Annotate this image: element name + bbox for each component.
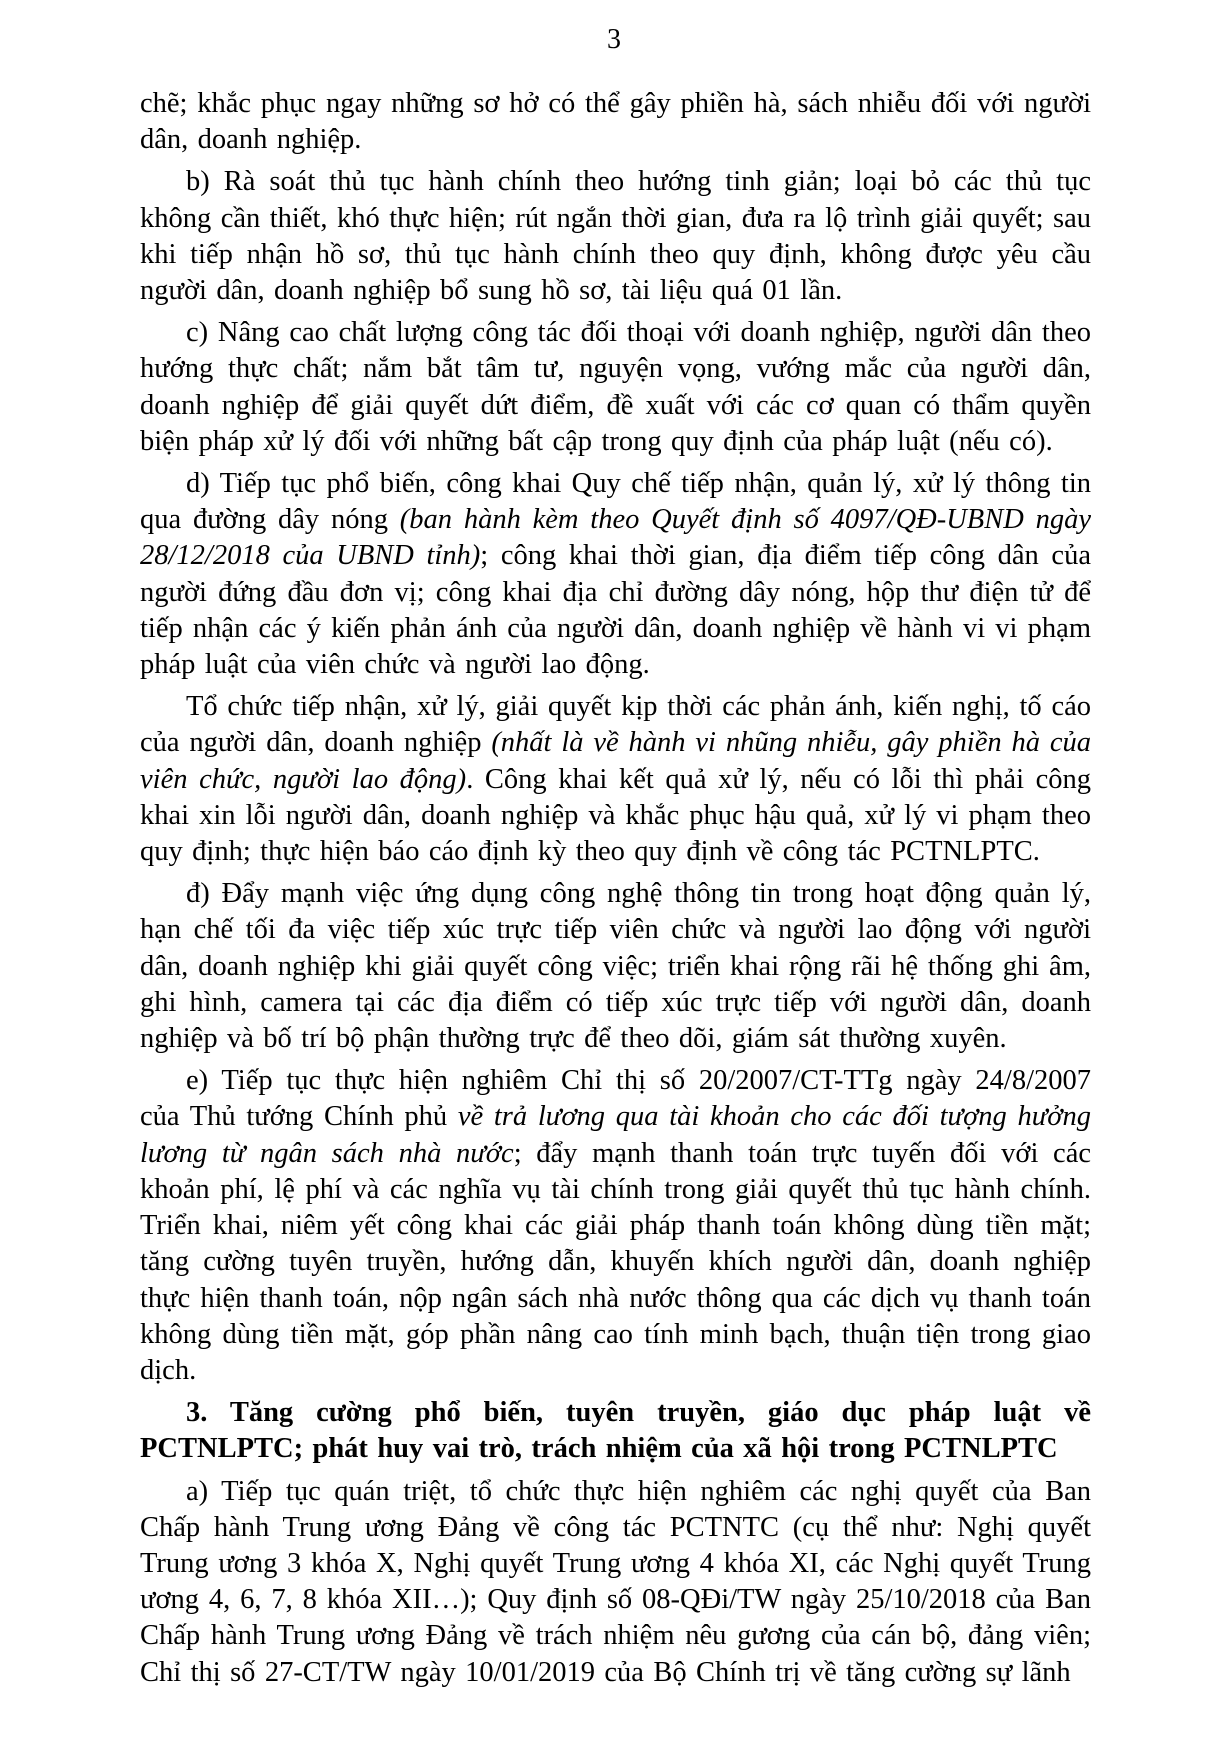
paragraph-text: c) Nâng cao chất lượng công tác đối thoại với doanh nghiệp, người dân theo hướng thực chất; nắm bắt tâm tư, nguyện vọng, vướng mắc của người dân, doanh nghiệp để giải quyết dứt điểm, đề xuất với các cơ quan có thẩm quyền biện pháp xử lý đối với những bất cập trong quy định của pháp luật (nếu có).: [140, 317, 1091, 457]
paragraph-text: đ) Đẩy mạnh việc ứng dụng công nghệ thông tin trong hoạt động quản lý, hạn chế tối đa việc tiếp xúc trực tiếp viên chức và người lao động với người dân, doanh nghiệp khi giải quyết công việc; triển khai rộng rãi hệ thống ghi âm, ghi hình, camera tại các địa điểm có tiếp xúc trực tiếp với người dân, doanh nghiệp và bố trí bộ phận thường trực để theo dõi, giám sát thường xuyên.: [140, 878, 1091, 1055]
section-heading-text: 3. Tăng cường phổ biến, tuyên truyền, giáo dục pháp luật về PCTNLPTC; phát huy vai trò, trách nhiệm của xã hội trong PCTNLPTC: [140, 1397, 1091, 1465]
paragraph-d: [140, 466, 1091, 683]
paragraph-dd: [140, 876, 1091, 1057]
paragraph-e: [140, 1063, 1091, 1389]
paragraph-text: d) Tiếp tục phổ biến, công khai Quy chế tiếp nhận, quản lý, xử lý thông tin qua đường dây nóng: [140, 468, 1091, 536]
paragraph-text: b) Rà soát thủ tục hành chính theo hướng tinh giản; loại bỏ các thủ tục không cần thiết, khó thực hiện; rút ngắn thời gian, đưa ra lộ trình giải quyết; sau khi tiếp nhận hồ sơ, thủ tục hành chính theo quy định, không được yêu cầu người dân, doanh nghiệp bổ sung hồ sơ, tài liệu quá 01 lần.: [140, 166, 1091, 307]
document-body: [140, 86, 1091, 1697]
paragraph-text: a) Tiếp tục quán triệt, tổ chức thực hiện nghiêm các nghị quyết của Ban Chấp hành Trung ương Đảng về công tác PCTNTC (cụ thể như: Nghị quyết Trung ương 3 khóa X, Nghị quyết Trung ương 4 khóa XI, các Nghị quyết Trung ương 4, 6, 7, 8 khóa XII…); Quy định số 08-QĐi/TW ngày 25/10/2018 của Ban Chấp hành Trung ương Đảng về trách nhiệm nêu gương của cán bộ, đảng viên; Chỉ thị số 27-CT/TW ngày 10/01/2019 của Bộ Chính trị về tăng cường sự lãnh: [140, 1475, 1091, 1688]
citation-italic: về trả lương qua tài khoản cho các đối tượng hưởng lương từ ngân sách nhà nước: [140, 1101, 1091, 1169]
citation-italic: (nhất là về hành vi nhũng nhiễu, gây phiền hà của viên chức, người lao động): [140, 727, 1091, 795]
paragraph-c: [140, 315, 1091, 460]
paragraph-text: Tổ chức tiếp nhận, xử lý, giải quyết kịp thời các phản ánh, kiến nghị, tố cáo của người dân, doanh nghiệp: [140, 691, 1091, 759]
paragraph-to-chuc-tiep-nhan: [140, 689, 1091, 870]
page-number: 3: [607, 24, 621, 55]
citation-italic: (ban hành kèm theo Quyết định số 4097/QĐ-UBND ngày 28/12/2018 của UBND tỉnh): [140, 504, 1092, 572]
paragraph-text: . Công khai kết quả xử lý, nếu có lỗi thì phải công khai xin lỗi người dân, doanh nghiệp và khắc phục hậu quả, xử lý vi phạm theo quy định; thực hiện báo cáo định kỳ theo quy định về công tác PCTNLPTC.: [140, 763, 1092, 868]
paragraph-text: ; đẩy mạnh thanh toán trực tuyến đối với các khoản phí, lệ phí và các nghĩa vụ tài chính trong giải quyết thủ tục hành chính. Triển khai, niêm yết công khai các giải pháp thanh toán không dùng tiền mặt; tăng cường tuyên truyền, hướng dẫn, khuyến khích người dân, doanh nghiệp thực hiện thanh toán, nộp ngân sách nhà nước thông qua các dịch vụ thanh toán không dùng tiền mặt, góp phần nâng cao tính minh bạch, thuận tiện trong giao dịch.: [140, 1137, 1091, 1386]
paragraph-text: ; công khai thời gian, địa điểm tiếp công dân của người đứng đầu đơn vị; công khai địa chỉ đường dây nóng, hộp thư điện tử để tiếp nhận các ý kiến phản ánh của người dân, doanh nghiệp về hành vi vi phạm pháp luật của viên chức và người lao động.: [140, 540, 1091, 681]
paragraph-text: e) Tiếp tục thực hiện nghiêm Chỉ thị số 20/2007/CT-TTg ngày 24/8/2007 của Thủ tướng Chính phủ: [140, 1065, 1091, 1133]
paragraph-text: chẽ; khắc phục ngay những sơ hở có thể gây phiền hà, sách nhiễu đối với người dân, doanh nghiệp.: [140, 88, 1091, 156]
paragraph-continuation: [140, 86, 1091, 158]
paragraph-b: [140, 164, 1091, 309]
section-heading-3: [140, 1395, 1091, 1467]
paragraph-a: [140, 1474, 1091, 1691]
